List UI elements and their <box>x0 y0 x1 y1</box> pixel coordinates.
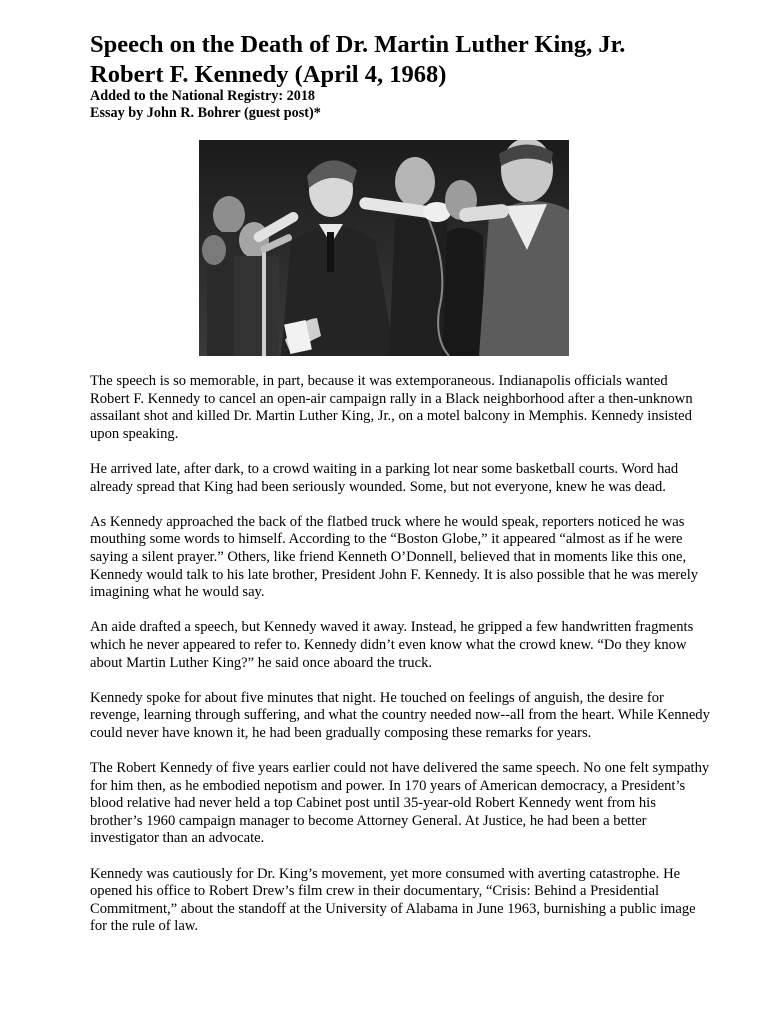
document-meta <box>90 88 730 122</box>
paragraph-5: Kennedy spoke for about five minutes that night. He touched on feelings of anguish, the desire for revenge, learning through suffering, and what the country needed now--all from the heart. While Kennedy could never have known it, he had been gradually composing these remarks for years. <box>90 689 710 741</box>
registry-line: Added to the National Registry: 2018 <box>90 88 316 104</box>
essay-byline: Essay by John R. Bohrer (guest post)* <box>90 105 321 121</box>
paragraph-1: The speech is so memorable, in part, because it was extemporaneous. Indianapolis officials wanted Robert F. Kennedy to cancel an open-air campaign rally in a Black neighborhood after a then-unknown assailant shot and killed Dr. Martin Luther King, Jr., on a motel balcony in Memphis. Kennedy insisted upon speaking. <box>90 373 693 442</box>
document-title <box>90 30 730 90</box>
paragraph-2: He arrived late, after dark, to a crowd waiting in a parking lot near some basketball courts. Word had already spread that King had been seriously wounded. Some, but not everyone, knew he was dead. <box>90 460 679 495</box>
title-line-2: Robert F. Kennedy (April 4, 1968) <box>90 61 447 88</box>
paragraph-3: As Kennedy approached the back of the flatbed truck where he would speak, reporters noticed he was mouthing some words to himself. According to the “Boston Globe,” it appeared “almost as if he were saying a silent prayer.” Others, like friend Kenneth O’Donnell, believed that in moments like this one, Kennedy would talk to his late brother, President John F. Kennedy. It is also possible that he was merely imagining what he would say. <box>90 513 699 601</box>
paragraph-6: The Robert Kennedy of five years earlier could not have delivered the same speech. No one felt sympathy for him then, as he embodied nepotism and power. In 170 years of American democracy, a President’s blood relative had never held a top Cabinet post until 35-year-old Robert Kennedy went from his brother’s 1960 campaign manager to become Attorney General. At Justice, he had been a better investigator than an advocate. <box>90 760 710 847</box>
paragraph-7: Kennedy was cautiously for Dr. King’s movement, yet more consumed with averting catastrophe. He opened his office to Robert Drew’s film crew in their documentary, “Crisis: Behind a Presidential Commitment,” about the standoff at the University of Alabama in June 1963, burnishing a public image for the rule of law. <box>90 865 696 935</box>
title-line-1: Speech on the Death of Dr. Martin Luther King, Jr. <box>90 31 626 58</box>
essay-body <box>90 373 710 954</box>
photo-illustration <box>199 140 569 356</box>
paragraph-4: An aide drafted a speech, but Kennedy waved it away. Instead, he gripped a few handwritten fragments which he never appeared to refer to. Kennedy didn’t even know what the crowd knew. “Do they know about Martin Luther King?” he said once aboard the truck. <box>90 619 694 671</box>
kennedy-speech-photo <box>199 140 569 356</box>
